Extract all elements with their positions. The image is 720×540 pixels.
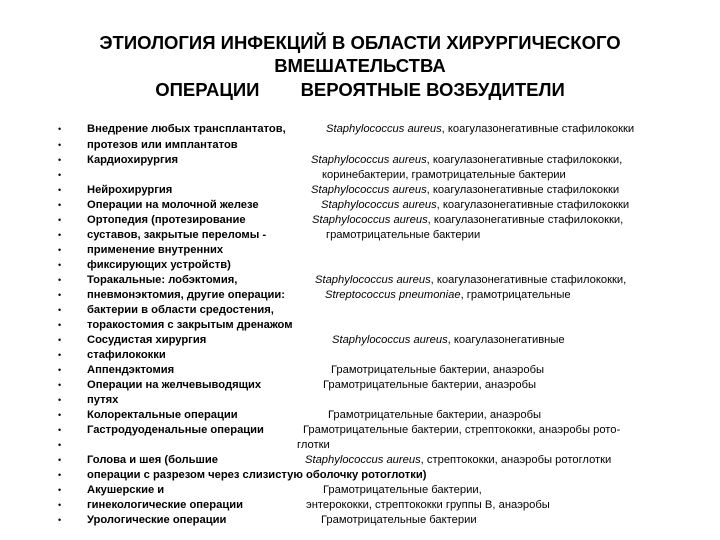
list-item bbox=[0, 138, 720, 153]
title-line-2: ВМЕШАТЕЛЬСТВА bbox=[274, 55, 446, 76]
pathogen-species: Staphylococcus aureus bbox=[326, 123, 442, 135]
bullet-icon: • bbox=[58, 395, 62, 405]
bullet-icon: • bbox=[58, 455, 62, 465]
pathogen-text: глотки bbox=[297, 439, 330, 451]
pathogen-species: Staphylococcus aureus bbox=[321, 199, 437, 211]
list-item bbox=[0, 168, 720, 183]
operation-label: протезов или имплантатов bbox=[87, 139, 238, 151]
list-item bbox=[0, 303, 720, 318]
list-item bbox=[0, 393, 720, 408]
list-item bbox=[0, 378, 720, 393]
operation-label: операции с разрезом через слизистую оболочку ротоглотки) bbox=[87, 469, 427, 481]
bullet-icon: • bbox=[58, 365, 62, 375]
pathogen-species: Staphylococcus aureus bbox=[315, 274, 431, 286]
bullet-icon: • bbox=[58, 185, 62, 195]
bullet-icon: • bbox=[58, 215, 62, 225]
list-item bbox=[0, 273, 720, 288]
list-item bbox=[0, 153, 720, 168]
operation-label: гинекологические операции bbox=[87, 499, 243, 511]
list-item bbox=[0, 333, 720, 348]
pathogen-label bbox=[326, 228, 480, 243]
operation-label: Голова и шея (большие bbox=[87, 454, 218, 466]
operation-label: Операции на желчевыводящих bbox=[87, 379, 262, 391]
bullet-icon: • bbox=[58, 335, 62, 345]
list-item bbox=[0, 228, 720, 243]
pathogen-species: Staphylococcus aureus bbox=[311, 154, 427, 166]
list-item bbox=[0, 258, 720, 273]
pathogen-text: , стрептококки, анаэробы ротоглотки bbox=[420, 454, 612, 466]
bullet-icon: • bbox=[58, 470, 62, 480]
bullet-icon: • bbox=[58, 245, 62, 255]
pathogen-label bbox=[311, 183, 619, 198]
list-item bbox=[0, 213, 720, 228]
operation-label: Аппендэктомия bbox=[87, 364, 175, 376]
pathogen-text: , коагулазонегативные стафилококки, bbox=[426, 154, 623, 166]
bullet-icon: • bbox=[58, 260, 62, 270]
operation-label: применение внутренних bbox=[87, 244, 224, 256]
pathogen-label bbox=[322, 168, 566, 183]
list-item bbox=[0, 183, 720, 198]
list-item bbox=[0, 243, 720, 258]
list-item bbox=[0, 438, 720, 453]
pathogen-label bbox=[321, 198, 629, 213]
bullet-icon: • bbox=[58, 124, 62, 134]
pathogen-text: Грамотрицательные бактерии, анаэробы bbox=[323, 379, 537, 391]
pathogen-label bbox=[303, 423, 620, 438]
list-item bbox=[0, 423, 720, 438]
pathogen-label bbox=[305, 453, 611, 468]
list-item bbox=[0, 318, 720, 333]
operation-label: бактерии в области средостения, bbox=[87, 304, 274, 316]
pathogen-species: Staphylococcus aureus bbox=[332, 334, 448, 346]
bullet-icon: • bbox=[58, 425, 62, 435]
operation-label: Колоректальные операции bbox=[87, 409, 238, 421]
bullet-icon: • bbox=[58, 485, 62, 495]
operation-label: Внедрение любых трансплантатов, bbox=[87, 123, 286, 135]
bullet-icon: • bbox=[58, 350, 62, 360]
bullet-icon: • bbox=[58, 380, 62, 390]
operation-label: стафилококки bbox=[87, 349, 166, 361]
pathogen-text: энтерококки, стрептококки группы В, анаэробы bbox=[306, 499, 550, 511]
bullet-icon: • bbox=[58, 290, 62, 300]
pathogen-text: , грамотрицательные bbox=[460, 289, 571, 301]
pathogen-text: грамотрицательные бактерии bbox=[326, 229, 481, 241]
pathogen-text: коринебактерии, грамотрицательные бактерии bbox=[322, 169, 566, 181]
pathogen-text: , коагулазонегативные стафилококки bbox=[441, 123, 635, 135]
bullet-icon: • bbox=[58, 170, 62, 180]
list-item bbox=[0, 453, 720, 468]
pathogen-label bbox=[311, 153, 622, 168]
list-item bbox=[0, 198, 720, 213]
bullet-icon: • bbox=[58, 440, 62, 450]
operation-label: Урологические операции bbox=[87, 514, 227, 526]
pathogen-label bbox=[323, 378, 536, 393]
pathogen-label bbox=[321, 513, 477, 528]
pathogen-text: Грамотрицательные бактерии, анаэробы bbox=[328, 409, 542, 421]
operation-label: Операции на молочной железе bbox=[87, 199, 259, 211]
pathogen-text: Грамотрицательные бактерии, стрептококки, анаэробы рото- bbox=[303, 424, 621, 436]
pathogen-species: Staphylococcus aureus bbox=[305, 454, 421, 466]
list-item bbox=[0, 288, 720, 303]
pathogen-label bbox=[328, 408, 541, 423]
pathogen-species: Staphylococcus aureus bbox=[311, 184, 427, 196]
operation-label: Ортопедия (протезирование bbox=[87, 214, 246, 226]
list-item bbox=[0, 498, 720, 513]
pathogen-text: , коагулазонегативные стафилококки, bbox=[430, 274, 627, 286]
pathogen-text: Грамотрицательные бактерии, bbox=[323, 484, 482, 496]
operation-label: Сосудистая хирургия bbox=[87, 334, 207, 346]
pathogen-label bbox=[323, 483, 482, 498]
pathogen-species: Streptococcus pneumoniae bbox=[325, 289, 461, 301]
operation-label: суставов, закрытые переломы - bbox=[87, 229, 267, 241]
pathogen-text: , коагулазонегативные стафилококки bbox=[426, 184, 620, 196]
pathogen-text: , коагулазонегативные стафилококки bbox=[436, 199, 630, 211]
operation-label: Акушерские и bbox=[87, 484, 165, 496]
list-item bbox=[0, 122, 720, 137]
list-item bbox=[0, 513, 720, 528]
operation-label: Кардиохирургия bbox=[87, 154, 179, 166]
bullet-icon: • bbox=[58, 275, 62, 285]
pathogen-species: Staphylococcus aureus bbox=[312, 214, 428, 226]
operation-label: Торакальные: лобэктомия, bbox=[87, 274, 238, 286]
list-item bbox=[0, 408, 720, 423]
pathogen-label bbox=[306, 498, 550, 513]
bullet-icon: • bbox=[58, 410, 62, 420]
pathogen-label bbox=[331, 363, 544, 378]
operation-label: торакостомия с закрытым дренажом bbox=[87, 319, 293, 331]
pathogen-text: , коагулазонегативные стафилококки, bbox=[427, 214, 624, 226]
operation-label: фиксирующих устройств) bbox=[87, 259, 231, 271]
list-item bbox=[0, 363, 720, 378]
operation-label: Нейрохирургия bbox=[87, 184, 173, 196]
operation-label: Гастродуоденальные операции bbox=[87, 424, 264, 436]
pathogen-label bbox=[312, 213, 623, 228]
bullet-icon: • bbox=[58, 155, 62, 165]
title-line-3: ОПЕРАЦИИ ВЕРОЯТНЫЕ ВОЗБУДИТЕЛИ bbox=[155, 79, 565, 100]
list-item bbox=[0, 348, 720, 363]
bullet-icon: • bbox=[58, 305, 62, 315]
title-line-1: ЭТИОЛОГИЯ ИНФЕКЦИЙ В ОБЛАСТИ ХИРУРГИЧЕСКОГО bbox=[99, 32, 621, 53]
pathogen-label bbox=[332, 333, 565, 348]
bullet-icon: • bbox=[58, 140, 62, 150]
bullet-icon: • bbox=[58, 320, 62, 330]
pathogen-label bbox=[325, 288, 571, 303]
pathogen-label bbox=[326, 122, 634, 137]
operation-label: путях bbox=[87, 394, 119, 406]
list-item bbox=[0, 468, 720, 483]
pathogen-label bbox=[315, 273, 626, 288]
bullet-icon: • bbox=[58, 515, 62, 525]
bullet-icon: • bbox=[58, 200, 62, 210]
pathogen-text: Грамотрицательные бактерии, анаэробы bbox=[331, 364, 545, 376]
bullet-icon: • bbox=[58, 500, 62, 510]
pathogen-text: , коагулазонегативные bbox=[447, 334, 565, 346]
operation-label: пневмонэктомия, другие операции: bbox=[87, 289, 285, 301]
pathogen-text: Грамотрицательные бактерии bbox=[321, 514, 477, 526]
pathogen-label bbox=[297, 438, 330, 453]
bullet-icon: • bbox=[58, 230, 62, 240]
list-item bbox=[0, 483, 720, 498]
